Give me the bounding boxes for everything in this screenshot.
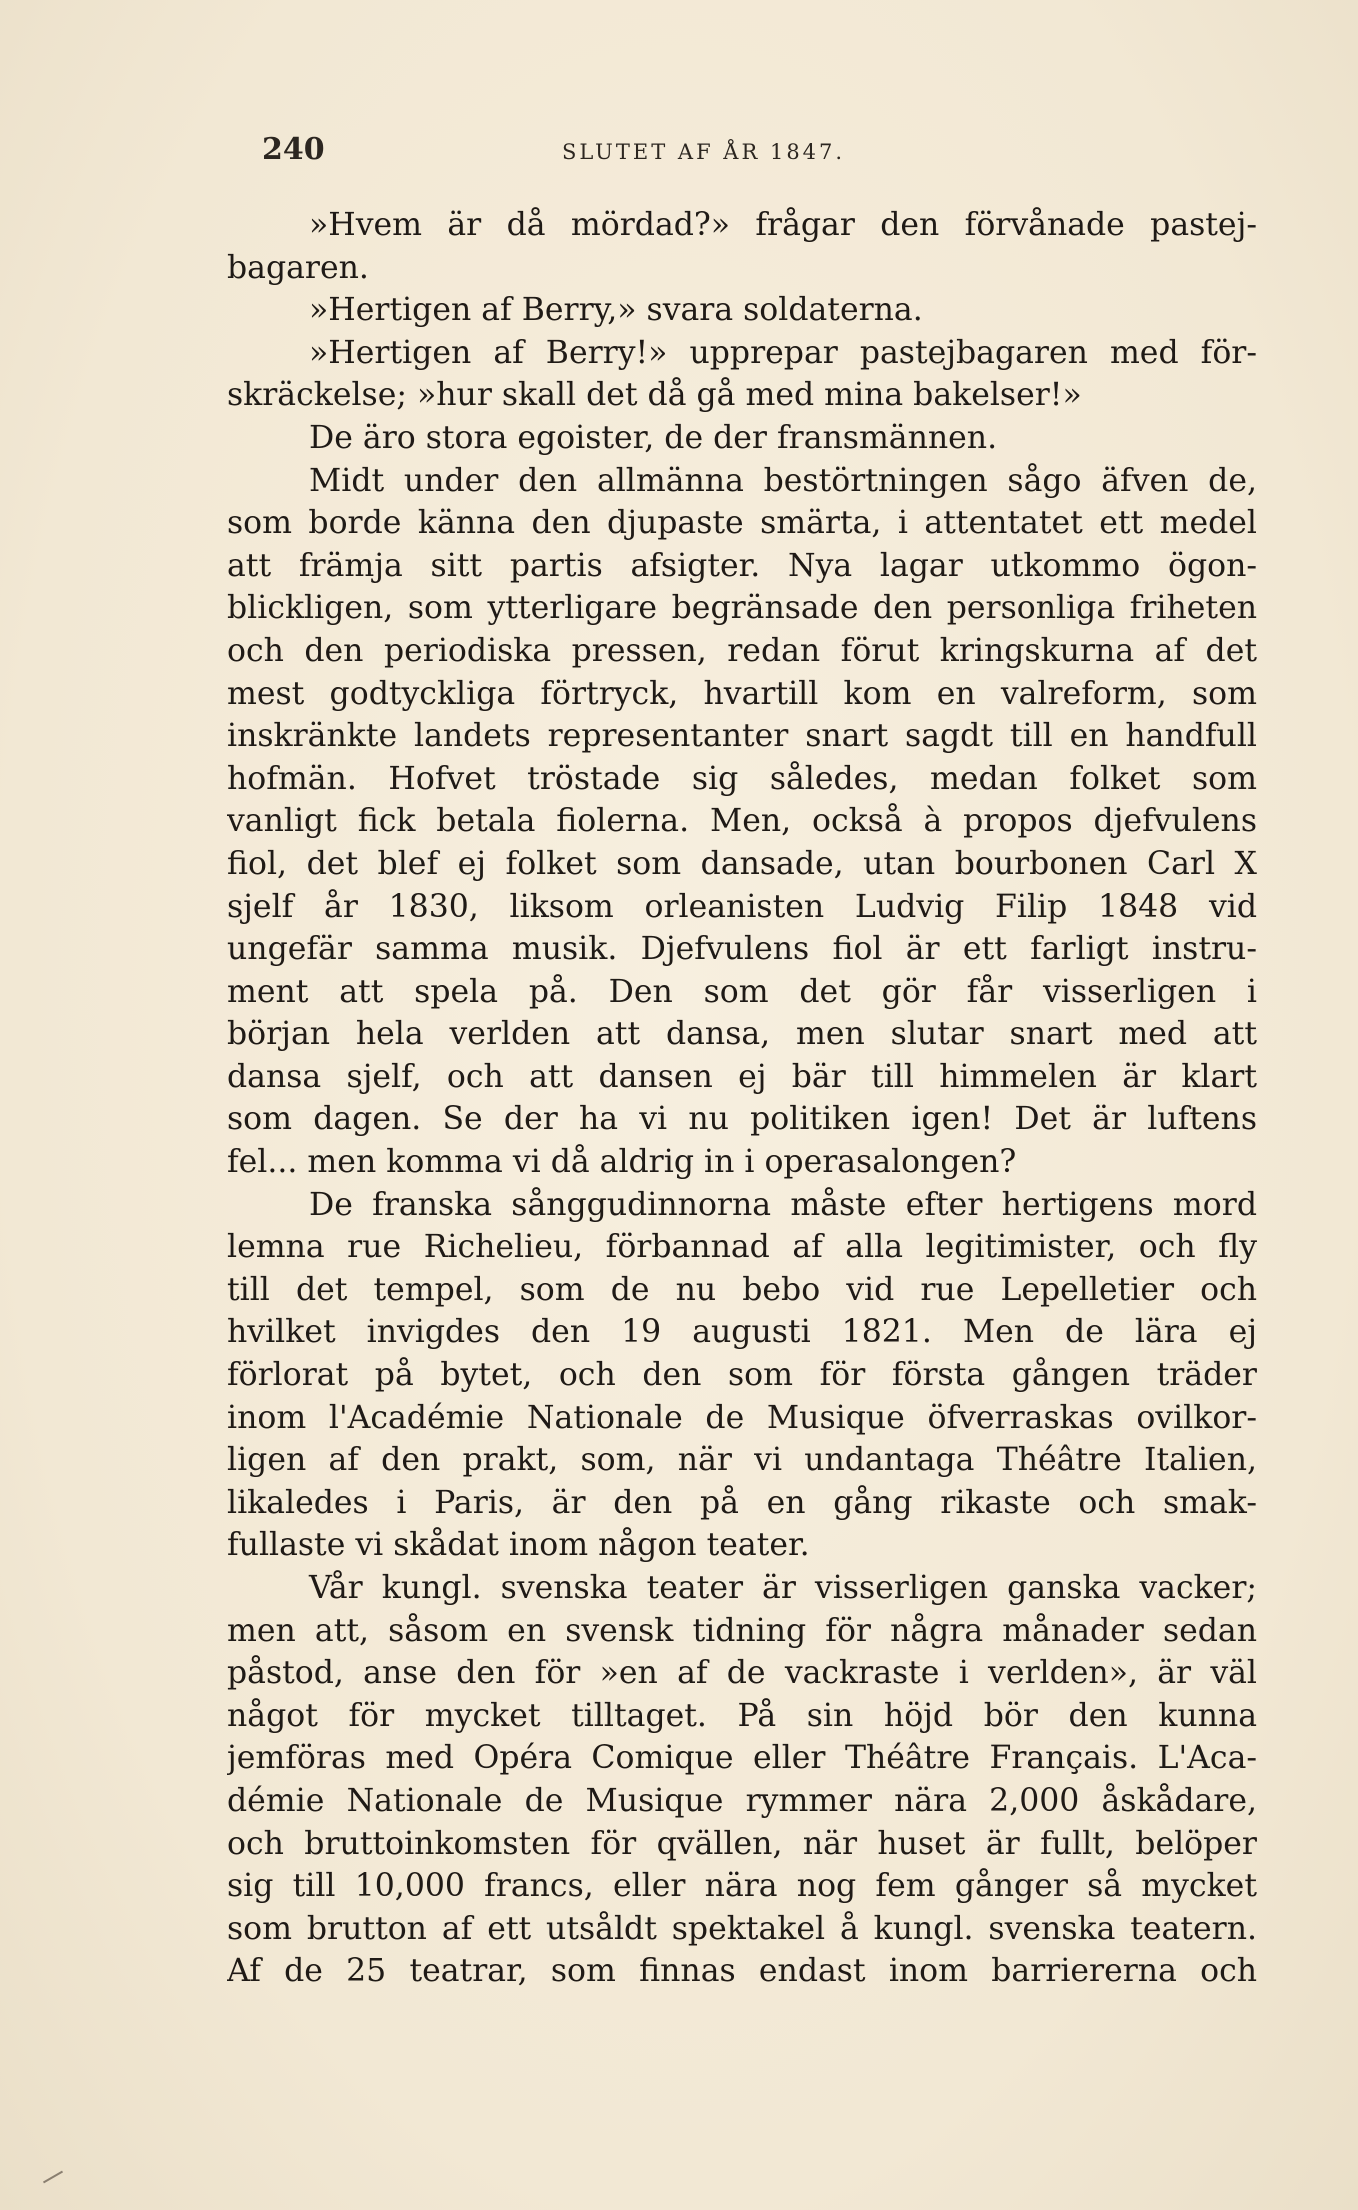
text-line: något för mycket tilltaget. På sin höjd bör den kunna	[227, 1697, 1257, 1734]
text-line: inom l'Académie Nationale de Musique öfverraskas ovilkor-	[227, 1399, 1257, 1436]
text-line: ungefär samma musik. Djefvulens fiol är ett farligt instru-	[227, 931, 1257, 968]
text-line: De franska sånggudinnorna måste efter hertigens mord	[309, 1186, 1257, 1223]
text-line: likaledes i Paris, är den på en gång rikaste och smak-	[227, 1484, 1257, 1521]
text-line: ment att spela på. Den som det gör får visserligen i	[227, 973, 1257, 1010]
text-line: fullaste vi skådat inom någon teater.	[227, 1527, 810, 1564]
text-line: ligen af den prakt, som, när vi undantaga Théâtre Italien,	[227, 1442, 1257, 1479]
text-line: sjelf år 1830, liksom orleanisten Ludvig Filip 1848 vid	[227, 888, 1257, 925]
text-line: Vår kungl. svenska teater är visserligen ganska vacker;	[309, 1570, 1257, 1606]
text-line: démie Nationale de Musique rymmer nära 2,000 åskådare,	[227, 1782, 1257, 1819]
running-title: SLUTET AF ÅR 1847.	[562, 140, 846, 164]
text-line: men att, såsom en svensk tidning för några månader sedan	[227, 1612, 1257, 1649]
text-line: som borde känna den djupaste smärta, i attentatet ett medel	[227, 505, 1257, 542]
text-line: som dagen. Se der ha vi nu politiken igen! Det är luftens	[227, 1101, 1257, 1138]
text-line: förlorat på bytet, och den som för första gången träder	[227, 1357, 1257, 1394]
text-line: inskränkte landets representanter snart sagdt till en handfull	[227, 718, 1257, 755]
text-line: att främja sitt partis afsigter. Nya lagar utkommo ögon-	[227, 547, 1257, 584]
text-line: som brutton af ett utsåldt spektakel å kungl. svenska teatern.	[227, 1910, 1257, 1947]
text-line: sig till 10,000 francs, eller nära nog fem gånger så mycket	[227, 1868, 1257, 1905]
page-header	[262, 132, 1262, 172]
text-line: hvilket invigdes den 19 augusti 1821. Men de lära ej	[227, 1314, 1257, 1351]
text-line: dansa sjelf, och att dansen ej bär till himmelen är klart	[227, 1058, 1257, 1095]
text-line: och den periodiska pressen, redan förut kringskurna af det	[227, 632, 1257, 669]
text-line: vanligt fick betala fiolerna. Men, också à propos djefvulens	[227, 803, 1257, 840]
text-line: skräckelse; »hur skall det då gå med mina bakelser!»	[227, 377, 1082, 414]
text-line: påstod, anse den för »en af de vackraste i verlden», är väl	[227, 1655, 1257, 1692]
text-line: fel... men komma vi då aldrig in i operasalongen?	[227, 1144, 1017, 1181]
text-line: hofmän. Hofvet tröstade sig således, medan folket som	[227, 760, 1257, 797]
page-mark	[43, 2171, 63, 2184]
text-line: bagaren.	[227, 249, 369, 286]
text-line: blickligen, som ytterligare begränsade den personliga friheten	[227, 590, 1257, 627]
text-line: jemföras med Opéra Comique eller Théâtre Français. L'Aca-	[227, 1740, 1257, 1777]
text-line: början hela verlden att dansa, men slutar snart med att	[227, 1016, 1257, 1053]
text-line: och bruttoinkomsten för qvällen, när huset är fullt, belöper	[227, 1825, 1257, 1862]
text-line: »Hertigen af Berry!» upprepar pastejbagaren med för-	[309, 334, 1257, 371]
text-line: Af de 25 teatrar, som finnas endast inom barriererna och	[227, 1953, 1257, 1990]
body-text	[227, 204, 1257, 1993]
text-line: Midt under den allmänna bestörtningen sågo äfven de,	[309, 462, 1257, 499]
text-line: »Hertigen af Berry,» svara soldaterna.	[309, 292, 923, 329]
text-line: De äro stora egoister, de der fransmännen.	[309, 419, 998, 456]
text-line: till det tempel, som de nu bebo vid rue Lepelletier och	[227, 1271, 1257, 1308]
text-line: lemna rue Richelieu, förbannad af alla legitimister, och fly	[227, 1229, 1257, 1266]
text-line: fiol, det blef ej folket som dansade, utan bourbonen Carl X	[227, 845, 1257, 882]
text-line: »Hvem är då mördad?» frågar den förvånade pastej-	[309, 207, 1257, 243]
page-number: 240	[262, 132, 325, 167]
text-line: mest godtyckliga förtryck, hvartill kom en valreform, som	[227, 675, 1257, 712]
